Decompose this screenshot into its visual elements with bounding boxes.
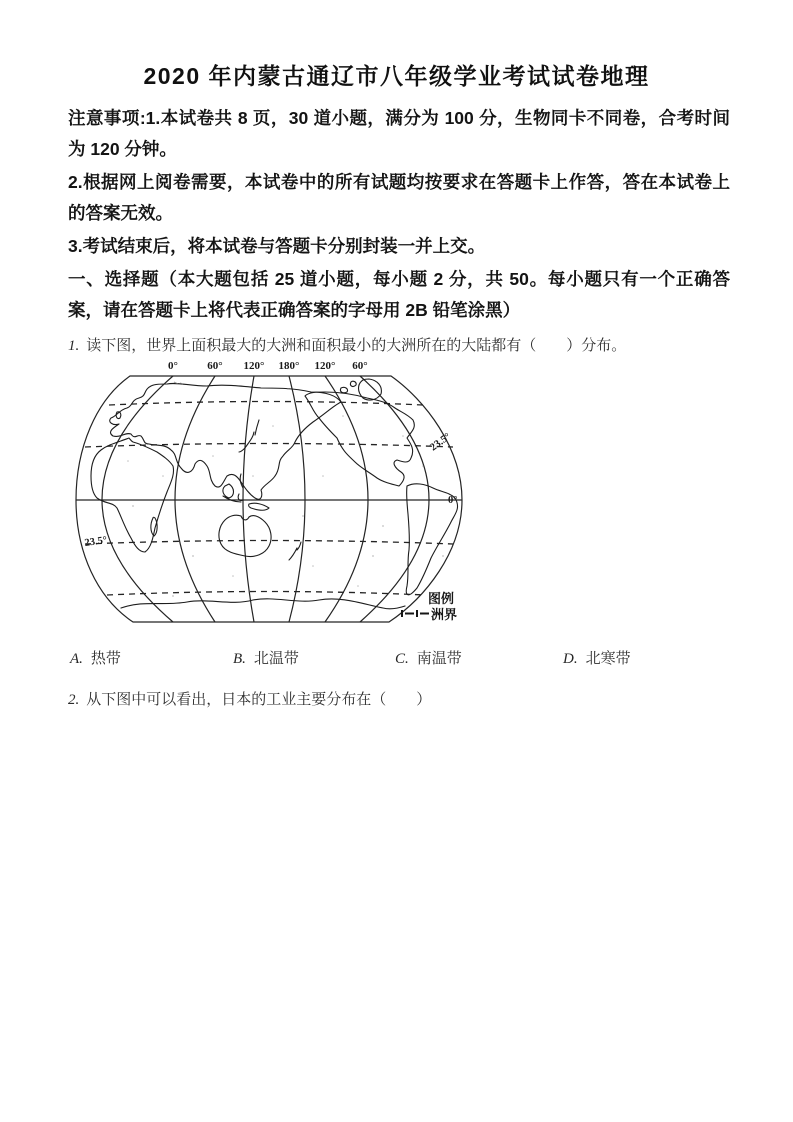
world-map-svg [73, 356, 465, 636]
arctic-circle-line [109, 402, 423, 406]
option-a [70, 647, 121, 668]
option-b-letter: B. [233, 651, 246, 667]
lon-label-0e: 0° [168, 360, 178, 372]
lon-label-120e: 120° [243, 360, 265, 372]
tropic-of-capricorn-line [85, 541, 453, 545]
option-c-label: 南温带 [416, 651, 462, 667]
map-legend [402, 591, 457, 622]
question-1-options [68, 647, 758, 669]
tropic-south-label: 23.5° [83, 534, 108, 549]
meridian-0 [102, 376, 173, 622]
meridian-60e [175, 376, 215, 622]
notice-item-2: 2.根据网上阅卷需要，本试卷中的所有试题均按要求在答题卡上作答，答在本试卷上的答案无效。 [68, 172, 730, 223]
world-map-figure [73, 356, 465, 636]
option-d-label: 北寒带 [585, 651, 631, 667]
option-b-label: 北温带 [253, 651, 299, 667]
antarctic-circle-line [107, 592, 425, 596]
lon-label-180: 180° [278, 360, 300, 372]
continent-boundary-symbol [402, 610, 429, 617]
question-2 [68, 690, 738, 710]
option-a-label: 热带 [90, 651, 121, 667]
north-america-coastline [305, 392, 414, 486]
option-d [563, 647, 631, 668]
notice-block [68, 103, 730, 326]
page-title: 2020 年内蒙古通辽市八年级学业考试试卷地理 [143, 63, 650, 89]
meridian-180 [289, 376, 305, 622]
legend-boundary-label: 洲界 [431, 607, 458, 622]
question-1 [68, 336, 738, 356]
meridian-120w [325, 376, 368, 622]
option-c-letter: C. [395, 651, 409, 667]
section-header: 一、选择题（本大题包括 25 道小题，每小题 2 分，共 50。每小题只有一个正确答案，请在答题卡上将代表正确答案的字母用 2B 铅笔涂黑） [68, 269, 730, 320]
question-2-text: 从下图中可以看出，日本的工业主要分布在（ ） [86, 692, 432, 708]
question-1-text: 读下图，世界上面积最大的大洲和面积最小的大洲所在的大陆都有（ ）分布。 [86, 338, 627, 354]
legend-title: 图例 [428, 591, 455, 606]
new-guinea-island [249, 503, 269, 510]
question-1-number: 1. [68, 338, 80, 354]
option-b [233, 647, 299, 668]
meridian-120e [243, 376, 254, 622]
antarctica-coastline [121, 599, 405, 609]
lon-label-60w: 60° [352, 360, 368, 372]
japan-arc [239, 420, 259, 452]
eurasia-coastline [110, 383, 341, 499]
new-zealand-islands [289, 542, 301, 560]
lon-label-120w: 120° [314, 360, 336, 372]
notice-item-1: 注意事项:1.本试卷共 8 页，30 道小题，满分为 100 分，生物同卡不同卷，合考时间为 120 分钟。 [68, 108, 730, 159]
question-2-number: 2. [68, 692, 80, 708]
lon-label-60e: 60° [207, 360, 223, 372]
tropic-north-label: 23.5° [428, 431, 454, 454]
option-c [395, 647, 462, 668]
option-a-letter: A. [70, 651, 83, 667]
notice-item-3: 3.考试结束后，将本试卷与答题卡分别封装一并上交。 [68, 236, 486, 256]
option-d-letter: D. [563, 651, 578, 667]
equator-label: 0° [448, 495, 458, 506]
arctic-islands [340, 381, 356, 393]
greenland-island [359, 379, 382, 400]
